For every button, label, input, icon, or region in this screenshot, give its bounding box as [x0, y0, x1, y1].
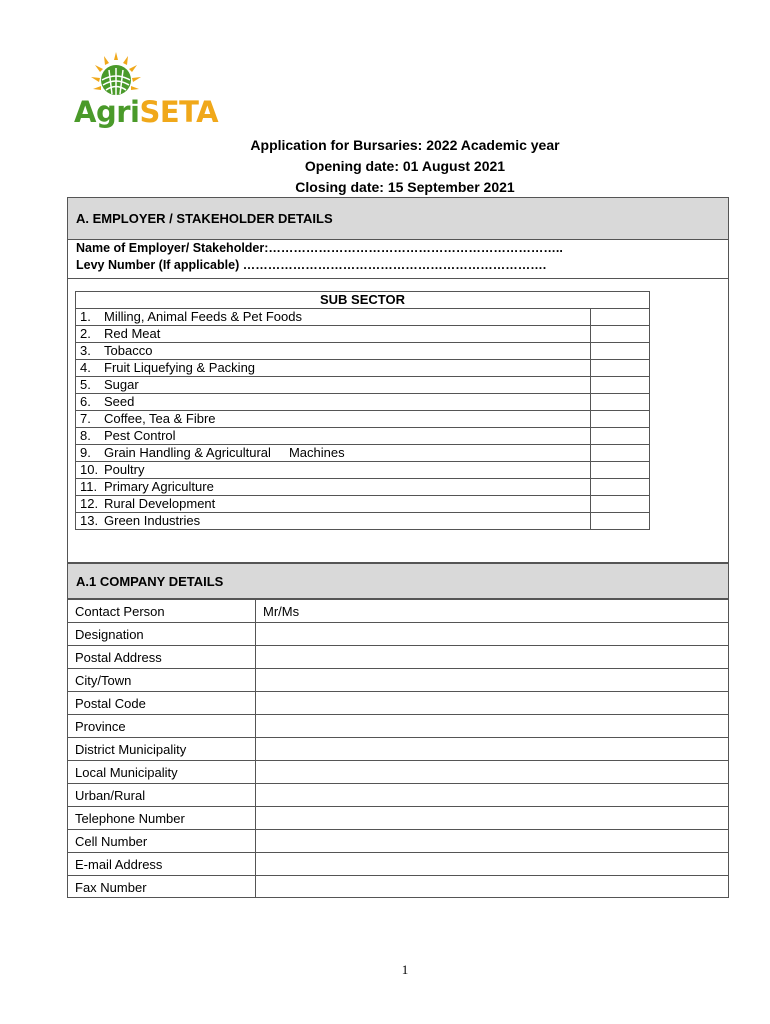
field-label: Cell Number	[68, 830, 256, 853]
postal-address-input[interactable]	[256, 646, 729, 669]
subsector-label: Pest Control	[104, 428, 176, 443]
subsector-num: 13.	[80, 513, 99, 528]
divider	[68, 278, 728, 279]
subsector-num: 10.	[80, 462, 99, 477]
title-line-1: Application for Bursaries: 2022 Academic year	[250, 137, 560, 153]
company-details-header: A.1 COMPANY DETAILS	[68, 563, 728, 599]
subsector-checkbox[interactable]	[591, 360, 650, 377]
page-number: 1	[401, 962, 409, 977]
company-row-city	[68, 669, 728, 692]
company-details-table	[68, 599, 728, 898]
logo-text-agri: Agri	[74, 95, 140, 129]
field-label: Contact Person	[68, 600, 256, 623]
subsector-header-row	[76, 292, 650, 309]
field-label: Designation	[68, 623, 256, 646]
subsector-label: Tobacco	[104, 343, 153, 358]
company-row-urban-rural	[68, 784, 728, 807]
subsector-row	[76, 479, 650, 496]
subsector-checkbox[interactable]	[591, 411, 650, 428]
subsector-label: Red Meat	[104, 326, 161, 341]
subsector-label: Seed	[104, 394, 135, 409]
subsector-checkbox[interactable]	[591, 513, 650, 530]
employer-section	[67, 197, 729, 563]
subsector-row	[76, 394, 650, 411]
local-municipality-input[interactable]	[256, 761, 729, 784]
subsector-num: 6.	[80, 394, 91, 409]
company-row-district	[68, 738, 728, 761]
company-row-fax	[68, 876, 728, 899]
sun-field-icon	[88, 50, 144, 98]
subsector-row	[76, 428, 650, 445]
subsector-label: Coffee, Tea & Fibre	[104, 411, 216, 426]
company-details-section	[67, 563, 729, 898]
subsector-label: Poultry	[104, 462, 145, 477]
company-row-postal-code	[68, 692, 728, 715]
subsector-num: 5.	[80, 377, 91, 392]
subsector-checkbox[interactable]	[591, 309, 650, 326]
subsector-num: 3.	[80, 343, 91, 358]
subsector-row	[76, 309, 650, 326]
city-input[interactable]	[256, 669, 729, 692]
subsector-label: Grain Handling & Agricultural Machines	[104, 445, 345, 460]
subsector-num: 12.	[80, 496, 99, 511]
opening-date: Opening date: 01 August 2021	[304, 158, 506, 174]
subsector-row	[76, 496, 650, 513]
field-label: Telephone Number	[68, 807, 256, 830]
company-row-contact-person	[68, 600, 728, 623]
employer-name-field[interactable]: Name of Employer/ Stakeholder:……………………………………………………………..	[76, 241, 563, 255]
subsector-num: 1.	[80, 309, 91, 324]
subsector-checkbox[interactable]	[591, 496, 650, 513]
email-input[interactable]	[256, 853, 729, 876]
subsector-row	[76, 343, 650, 360]
subsector-label: Primary Agriculture	[104, 479, 214, 494]
field-label: City/Town	[68, 669, 256, 692]
field-label: Postal Code	[68, 692, 256, 715]
subsector-num: 4.	[80, 360, 91, 375]
designation-input[interactable]	[256, 623, 729, 646]
subsector-label: Rural Development	[104, 496, 216, 511]
subsector-checkbox[interactable]	[591, 326, 650, 343]
subsector-checkbox[interactable]	[591, 377, 650, 394]
subsector-checkbox[interactable]	[591, 394, 650, 411]
subsector-row	[76, 513, 650, 530]
logo-wordmark	[74, 95, 219, 129]
company-row-province	[68, 715, 728, 738]
field-label: Province	[68, 715, 256, 738]
subsector-label: Green Industries	[104, 513, 201, 528]
subsector-header: SUB SECTOR	[76, 292, 650, 309]
subsector-row	[76, 377, 650, 394]
urban-rural-input[interactable]	[256, 784, 729, 807]
subsector-num: 9.	[80, 445, 91, 460]
telephone-input[interactable]	[256, 807, 729, 830]
subsector-label: Sugar	[104, 377, 139, 392]
company-row-local	[68, 761, 728, 784]
levy-number-field[interactable]: Levy Number (If applicable) ……………………………………………………………….	[76, 258, 547, 272]
contact-person-input[interactable]: Mr/Ms	[256, 600, 729, 623]
logo-text-seta: SETA	[139, 95, 219, 129]
subsector-checkbox[interactable]	[591, 462, 650, 479]
subsector-row	[76, 326, 650, 343]
postal-code-input[interactable]	[256, 692, 729, 715]
field-label: Urban/Rural	[68, 784, 256, 807]
subsector-label: Fruit Liquefying & Packing	[104, 360, 256, 375]
fax-number-input[interactable]	[256, 876, 729, 899]
subsector-row	[76, 360, 650, 377]
field-label: District Municipality	[68, 738, 256, 761]
subsector-checkbox[interactable]	[591, 343, 650, 360]
field-label: Local Municipality	[68, 761, 256, 784]
company-row-email	[68, 853, 728, 876]
subsector-num: 8.	[80, 428, 91, 443]
subsector-checkbox[interactable]	[591, 479, 650, 496]
subsector-table	[75, 291, 650, 530]
subsector-checkbox[interactable]	[591, 428, 650, 445]
subsector-checkbox[interactable]	[591, 445, 650, 462]
field-label: Postal Address	[68, 646, 256, 669]
field-label: Fax Number	[68, 876, 256, 899]
district-municipality-input[interactable]	[256, 738, 729, 761]
company-row-designation	[68, 623, 728, 646]
company-row-cell	[68, 830, 728, 853]
subsector-num: 11.	[80, 479, 98, 494]
closing-date: Closing date: 15 September 2021	[295, 179, 515, 195]
subsector-num: 2.	[80, 326, 91, 341]
subsector-num: 7.	[80, 411, 91, 426]
field-label: E-mail Address	[68, 853, 256, 876]
subsector-row	[76, 411, 650, 428]
agriseta-logo	[74, 50, 234, 136]
company-row-postal-address	[68, 646, 728, 669]
subsector-row	[76, 445, 650, 462]
employer-section-header: A. EMPLOYER / STAKEHOLDER DETAILS	[68, 198, 728, 240]
subsector-label: Milling, Animal Feeds & Pet Foods	[104, 309, 302, 324]
subsector-row	[76, 462, 650, 479]
cell-number-input[interactable]	[256, 830, 729, 853]
province-input[interactable]	[256, 715, 729, 738]
company-row-telephone	[68, 807, 728, 830]
